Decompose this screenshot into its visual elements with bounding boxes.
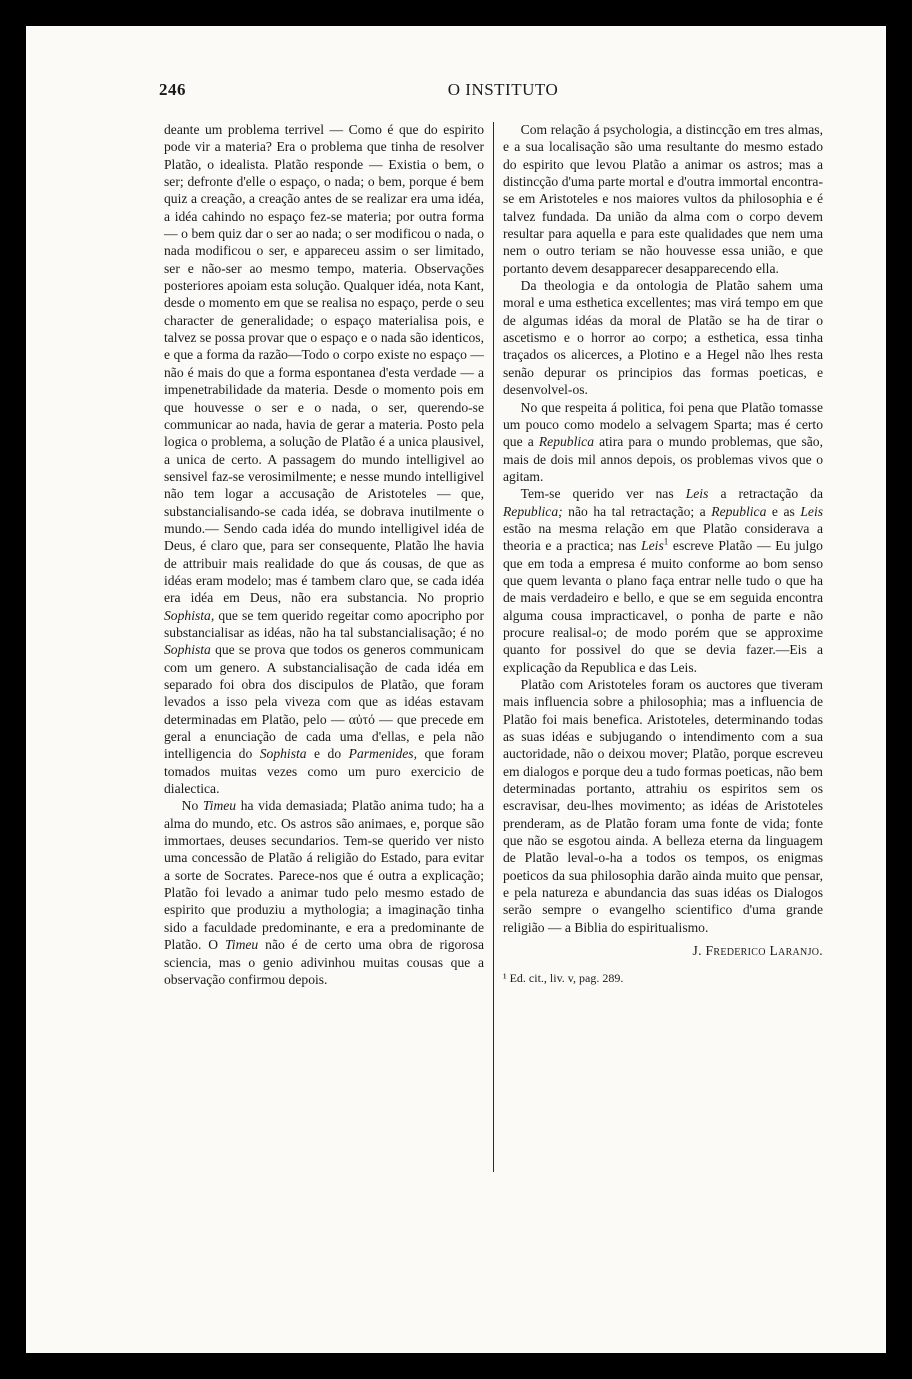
paragraph: Com relação á psychologia, a distincção em tres almas, e a sua localisação são uma resultante do mesmo estado do espirito que levou Platão a animar os astros; mas a distincção d'uma parte mortal e d'outra immortal encontra-se em Aristoteles e nos maiores vultos da philosophia e é talvez fundada. Da união da alma com o corpo devem resultar para aquella e para este qualidades que nem uma nem o outro teriam se não houvesse essa união, e que portanto devem desapparecer desapparecendo ella. (503, 122, 823, 276)
page-number: 246 (159, 80, 186, 99)
paragraph: Da theologia e da ontologia de Platão sahem uma moral e uma esthetica excellentes; mas virá tempo em que de algumas idéas da moral de Platão se ha de tirar o ascetismo e o horror ao corpo; a esthetica, essa tinha traçados os alicerces, a Plotino e a Hegel não lhes resta senão depurar os principios das formas poeticas, e desenvolvel-os. (503, 278, 823, 398)
author-signature: J. Frederico Laranjo. (692, 943, 823, 959)
paragraph: Tem-se querido ver nas Leis a retractação da Republica; não ha tal retractação; a Republica e as Leis estão na mesma relação em que Platão considerava a theoria e a practica; nas Leis$^1$ escreve Platão — Eu julgo que em toda a empresa é muito conforme ao bom senso que quem levanta o plano faça entrar nelle tudo o que ha de mais verdadeiro e bello, e que se em seguida encontra alguma cousa impracticavel, o ponha de parte e não procure realisal-o; de modo porém que se approxime quanto for possivel do que se devia fazer.—Eis a explicação da Republica e das Leis. (503, 486, 824, 675)
left-column (164, 121, 484, 988)
document-page (26, 26, 886, 1353)
column-divider (493, 122, 494, 1172)
paragraph: deante um problema terrivel — Como é que do espirito pode vir a materia? Era o problema que tinha de resolver Platão, o idealista. Platão responde — Existia o bem, o ser; defronte d'elle o espaço, o nada; o bem, porque é bem quiz a creação, a creação antes de se realizar era uma idéa, a idéa cahindo no espaço fez-se materia; por outra forma — o bem quiz dar o ser ao nada; o ser modificou o nada, o nada modificou o ser, e appareceu assim o ser limitado, ser e não-ser ao mesmo tempo, materia. Observações posteriores apoiam esta solução. Qualquer idéa, nota Kant, desde o momento em que se realisa no espaço, perde o seu character de generalidade; o espaço materialisa pois, e talvez se possa provar que o espaço e o nada são identicos, e que a forma da razão—Todo o corpo existe no espaço — não é mais do que a forma espontanea d'esta verdade — a impenetrabilidade da materia. Desde o momento pois em que houvesse o ser e o nada, o ser, querendo-se communicar ao nada, havia de gerar a materia. Posto pela logica o problema, a solução de Platão é a unica plausivel, a unica de certo. A passagem do mundo intelligivel ao sensivel faz-se verosimilmente; e nesse mundo intelligivel não tem logar a accusação de Aristoteles — que, substancialisando-se cada idéa, se dobrava inutilmente o mundo.— Sendo cada idéa do mundo intelligivel idéa de Deus, é claro que, para ser consequente, Platão lhe havia de attribuir mais realidade do que ás cousas, de que as idéas eram modelo; mas é tambem claro que, se cada idéa era idéa em Deus, não era substancia. No proprio Sophista, que se tem querido regeitar como apocripho por substancialisar as idéas, não ha tal substancialisação; é no Sophista que se prova que todos os generos communicam com um genero. A substancialisação de cada idéa em separado foi obra dos discipulos de Platão, que foram levados a isso pela viveza com que as idéas estavam determinadas em Platão, pelo — αὐτό — que precede em geral a enunciação de cada uma d'ellas, e pela não intelligencia do Sophista e do Parmenides, que foram tomados muitas vezes como um puro exercicio de dialectica. (164, 122, 485, 797)
footnote-ref[interactable]: 1 (663, 536, 669, 547)
paragraph: No que respeita á politica, foi pena que Platão tomasse um pouco como modelo a selvagem Sparta; mas é certo que a Republica atira para o mundo problemas, que são, mais de dois mil annos depois, os problemas vivos que o agitam. (503, 399, 823, 484)
paragraph: No Timeu ha vida demasiada; Platão anima tudo; ha a alma do mundo, etc. Os astros são animaes, e, porque são immortaes, deuses secundarios. Tem-se querido ver nisto uma concessão de Platão á religião do Estado, para evitar a sorte de Socrates. Parece-nos que é outra a explicação; Platão foi levado a animar tudo pelo mesmo estado de espirito que produziu a mythologia; a imaginação tinha sido a faculdade predominante, e era a predominante de Platão. O Timeu não é de certo uma obra de rigorosa sciencia, mas o genio adivinhou muitas cousas que a observação confirmou depois. (164, 798, 485, 987)
footnote: ¹ Ed. cit., liv. v, pag. 289. (503, 970, 624, 985)
right-column (503, 121, 823, 987)
paragraph: Platão com Aristoteles foram os auctores que tiveram mais influencia sobre a philosophia; mas a influencia de Platão foi mais benefica. Aristoteles, determinando todas as suas idéas e subjugando o intendimento com a sua auctoridade, não o deixou mover; Platão, porque escreveu em dialogos e porque deu a tudo formas poeticas, não bem determinadas portanto, attrahiu os espiritos sem os escravisar, deu-lhes movimento; as idéas de Aristoteles prenderam, as de Platão foram uma fonte de vida; fonte que não se esgotou ainda. A belleza eterna da linguagem de Platão leval-o-ha a todos os tempos, os enigmas poeticos da sua philosophia darão ainda muito que pensar, e pela natureza e abundancia das suas idéas os Dialogos serão sempre o evangelho scientifico d'uma grande religião — a Biblia do espiritualismo. (503, 677, 823, 935)
journal-title: O INSTITUTO (447, 80, 559, 99)
